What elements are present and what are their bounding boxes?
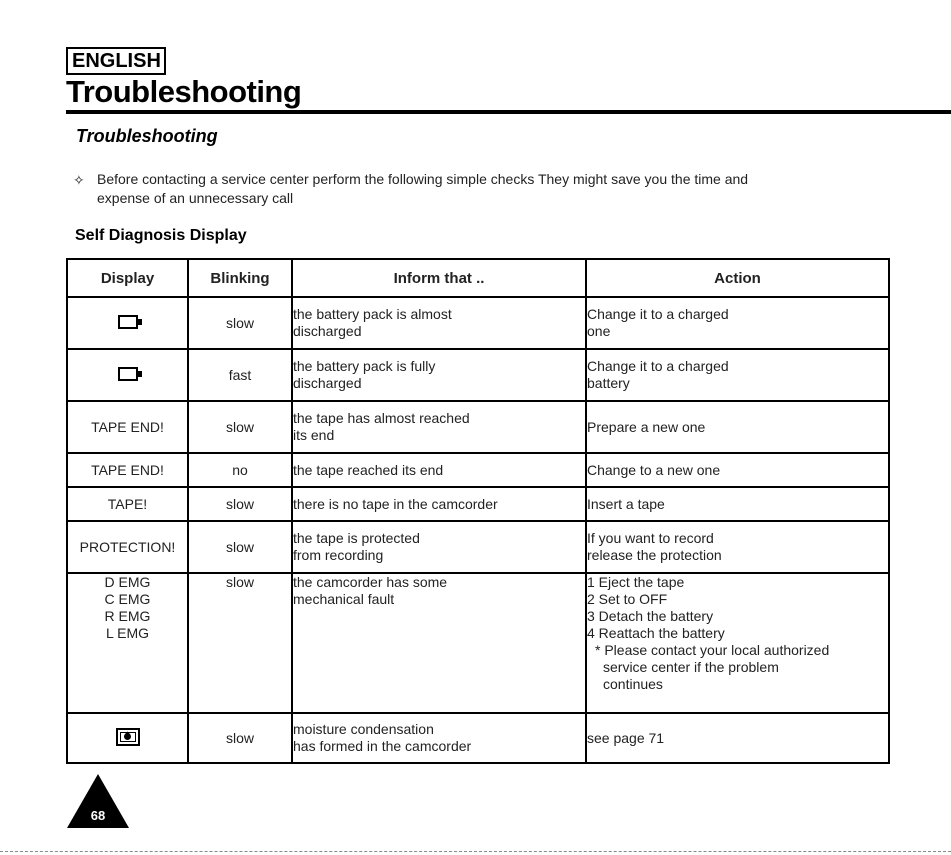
battery-icon xyxy=(118,315,138,329)
table-row xyxy=(67,349,889,401)
table-row xyxy=(67,453,889,487)
water-drop-icon xyxy=(122,731,132,741)
header-inform: Inform that .. xyxy=(292,259,586,297)
table-row xyxy=(67,521,889,573)
display-cell: TAPE END! xyxy=(67,453,188,487)
table-row xyxy=(67,297,889,349)
display-line: C EMG xyxy=(104,591,151,607)
header-display: Display xyxy=(67,259,188,297)
inform-line: the tape is protected xyxy=(293,530,420,546)
battery-icon xyxy=(118,367,138,381)
language-label: ENGLISH xyxy=(66,47,166,75)
action-note: * Please contact your local authorized xyxy=(595,642,830,658)
action-step: 4 Reattach the battery xyxy=(587,625,725,641)
display-cell: TAPE END! xyxy=(67,401,188,453)
action-cell xyxy=(586,521,889,573)
inform-cell xyxy=(292,297,586,349)
condensation-icon xyxy=(116,728,140,746)
inform-line: moisture condensation xyxy=(293,721,434,737)
action-cell: Prepare a new one xyxy=(586,401,889,453)
title-divider xyxy=(66,110,951,114)
action-step: 1 Eject the tape xyxy=(587,574,685,590)
action-cell: see page 71 xyxy=(586,713,889,763)
table-row xyxy=(67,573,889,713)
header-blinking: Blinking xyxy=(188,259,292,297)
page-number: 68 xyxy=(90,808,106,823)
bottom-divider xyxy=(0,851,951,853)
inform-line: the battery pack is fully xyxy=(293,358,436,374)
action-line: release the protection xyxy=(587,547,722,563)
blinking-cell: slow xyxy=(188,713,292,763)
inform-line: discharged xyxy=(293,323,362,339)
action-cell: Insert a tape xyxy=(586,487,889,521)
display-cell: TAPE! xyxy=(67,487,188,521)
action-line: battery xyxy=(587,375,630,391)
display-cell xyxy=(67,349,188,401)
blinking-cell: slow xyxy=(188,487,292,521)
subsection-title: Self Diagnosis Display xyxy=(75,227,247,244)
inform-line: its end xyxy=(293,427,335,443)
table-row xyxy=(67,713,889,763)
action-line: If you want to record xyxy=(587,530,714,546)
inform-line: discharged xyxy=(293,375,362,391)
table-header-row xyxy=(67,259,889,297)
section-title: Troubleshooting xyxy=(76,126,218,146)
intro-paragraph xyxy=(97,170,837,208)
inform-cell xyxy=(292,713,586,763)
action-line: one xyxy=(587,323,611,339)
display-line: R EMG xyxy=(104,608,151,624)
blinking-cell: slow xyxy=(188,521,292,573)
action-step: 2 Set to OFF xyxy=(587,591,668,607)
action-line: Change it to a charged xyxy=(587,358,729,374)
header-action: Action xyxy=(586,259,889,297)
display-cell xyxy=(67,297,188,349)
display-line: D EMG xyxy=(104,574,151,590)
inform-cell xyxy=(292,573,586,713)
action-step: 3 Detach the battery xyxy=(587,608,714,624)
inform-cell xyxy=(292,521,586,573)
action-cell xyxy=(586,349,889,401)
action-note: service center if the problem xyxy=(603,659,779,675)
blinking-cell: fast xyxy=(188,349,292,401)
inform-line: from recording xyxy=(293,547,384,563)
intro-line-1: Before contacting a service center perform the following simple checks They might save you the time and xyxy=(97,171,749,187)
inform-line: the battery pack is almost xyxy=(293,306,452,322)
inform-line: has formed in the camcorder xyxy=(293,738,472,754)
action-cell xyxy=(586,297,889,349)
inform-line: the tape has almost reached xyxy=(293,410,470,426)
self-diagnosis-table xyxy=(66,258,890,764)
blinking-cell: slow xyxy=(188,401,292,453)
inform-line: mechanical fault xyxy=(293,591,395,607)
blinking-cell: no xyxy=(188,453,292,487)
display-line: L EMG xyxy=(105,625,150,641)
table-row xyxy=(67,401,889,453)
action-cell xyxy=(586,573,889,713)
inform-cell: there is no tape in the camcorder xyxy=(292,487,586,521)
blinking-cell: slow xyxy=(188,297,292,349)
blinking-cell: slow xyxy=(188,573,292,713)
action-cell: Change to a new one xyxy=(586,453,889,487)
action-note: continues xyxy=(603,676,663,692)
table-row xyxy=(67,487,889,521)
inform-cell: the tape reached its end xyxy=(292,453,586,487)
inform-line: the camcorder has some xyxy=(293,574,448,590)
inform-cell xyxy=(292,349,586,401)
action-line: Change it to a charged xyxy=(587,306,729,322)
intro-line-2: expense of an unnecessary call xyxy=(97,190,294,206)
display-cell xyxy=(67,573,188,713)
page-title: Troubleshooting xyxy=(66,74,302,109)
display-cell xyxy=(67,713,188,763)
display-cell: PROTECTION! xyxy=(67,521,188,573)
inform-cell xyxy=(292,401,586,453)
bullet-icon: ✧ xyxy=(73,172,85,188)
